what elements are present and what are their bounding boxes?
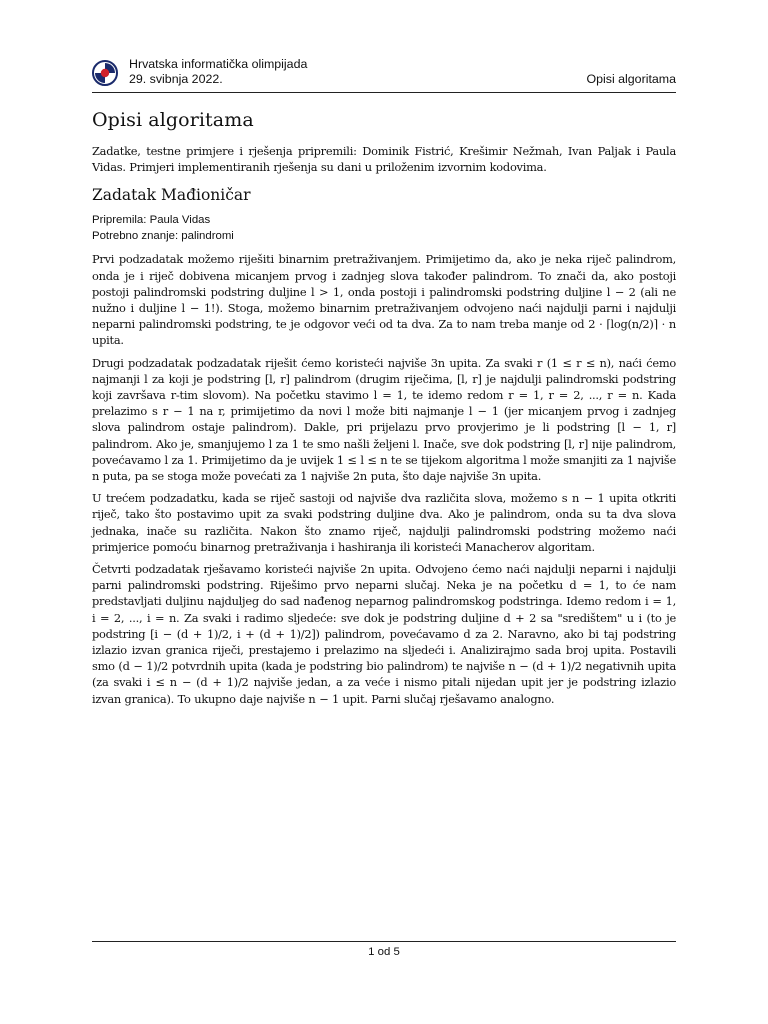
header-left bbox=[129, 57, 307, 87]
page-title: Opisi algoritama bbox=[92, 109, 254, 131]
task-paragraph-2: Drugi podzadatak podzadatak riješit ćemo koristeći najviše 3n upita. Za svaki r (1 ≤ r ≤ n), naći ćemo najmanji l za koji je podstring [l, r] palindrom (drugim riječima, [l, r] je najdulji palindromski podstring koji završava r-tim slovom). Na početku stavimo l = 1, te idemo redom r = 1, r = 2, ..., r = n. Kada prelazimo s r − 1 na r, primijetimo da novi l može biti najmanje l − 1 (jer micanjem prvog i zadnjeg slova palindrom ostaje palindrom). Dakle, pri prijelazu prvo provjerimo je li podstring [l − 1, r] palindrom. Ako je, smanjujemo l za 1 te smo našli željeni l. Inače, sve dok podstring [l, r] nije palindrom, povećavamo l za 1. Primijetimo da je uvijek 1 ≤ l ≤ n te se tijekom algoritma l može smanjiti za 1 najviše n puta, pa se stoga može povećati za 1 najviše 2n puta, što daje najviše 3n upita. bbox=[92, 355, 676, 484]
required-knowledge: Potrebno znanje: palindromi bbox=[92, 230, 234, 243]
header-doc-title: Opisi algoritama bbox=[586, 72, 676, 86]
intro-paragraph: Zadatke, testne primjere i rješenja pripremili: Dominik Fistrić, Krešimir Nežmah, Ivan Paljak i Paula Vidas. Primjeri implementiranih rješenja su dani u priloženim izvornim kodovima. bbox=[92, 144, 676, 175]
task-heading: Zadatak Mađioničar bbox=[92, 186, 251, 205]
prepared-by: Pripremila: Paula Vidas bbox=[92, 214, 211, 227]
task-paragraph-1: Prvi podzadatak možemo riješiti binarnim pretraživanjem. Primijetimo da, ako je neka riječ palindrom, onda je i riječ dobivena micanjem prvog i zadnjeg slova također palindrom. To znači da, ako postoji postoji palindromski podstring duljine l > 1, onda postoji i palindromski podstring duljine l − 2 (ali ne nužno i duljine l − 1!). Stoga, možemo binarnim pretraživanjem odvojeno naći najdulji parni i najdulji neparni palindromski podstring, te je odgovor veći od ta dva. Za to nam treba manje od 2 · ⌈log(n/2)⌉ · n upita. bbox=[92, 252, 676, 348]
task-paragraph-4: Četvrti podzadatak rješavamo koristeći najviše 2n upita. Odvojeno ćemo naći najdulji neparni i najdulji parni palindromski podstring. Riješimo prvo neparni slučaj. Neka je na početku d = 1, to će nam predstavljati duljinu najdulјeg do sad nađenog neparnog palindromskog podstringa. Idemo redom i = 1, i = 2, ..., i = n. Za svaki i radimo sljedeće: sve dok je podstring duljine d + 2 sa "središtem" u i (to je podstring [i − (d + 1)/2, i + (d + 1)/2]) palindrom, povećavamo d za 2. Naravno, ako bi taj podstring izlazio izvan granica riječi, prestajemo i prelazimo na sljedeći i. Analizirajmo sada broj upita. Postavili smo (d − 1)/2 potvrdnih upita (kada je podstring bio palindrom) te najviše n − (d + 1)/2 negativnih upita (za svaki i ≤ n − (d + 1)/2 najviše jedan, a za veće i nismo pitali nijedan upit jer je podstring izlazio izvan granica). To ukupno daje najviše n − 1 upit. Parni slučaj rješavamo analogno. bbox=[92, 562, 676, 706]
header-divider bbox=[92, 92, 676, 93]
hio-logo-icon bbox=[92, 60, 118, 86]
footer-divider bbox=[92, 941, 676, 942]
header-date: 29. svibnja 2022. bbox=[129, 72, 223, 86]
task-meta bbox=[92, 212, 676, 244]
header-org: Hrvatska informatička olimpijada bbox=[129, 57, 308, 71]
page-content bbox=[92, 107, 676, 713]
page-number: 1 od 5 bbox=[368, 946, 400, 958]
page-header bbox=[92, 57, 676, 90]
task-paragraph-3: U trećem podzadatku, kada se riječ sastoji od najviše dva različita slova, možemo s n − 1 upita otkriti riječ, tako što postavimo upit za svaki podstring duljine dva. Ako je palindrom, onda su ta dva slova jednaka, inače su različita. Nakon što znamo riječ, najdulji palindromski podstring možemo naći primjerice pomoću binarnog pretraživanja i hashiranja ili koristeći Manacherov algoritam. bbox=[92, 491, 676, 554]
